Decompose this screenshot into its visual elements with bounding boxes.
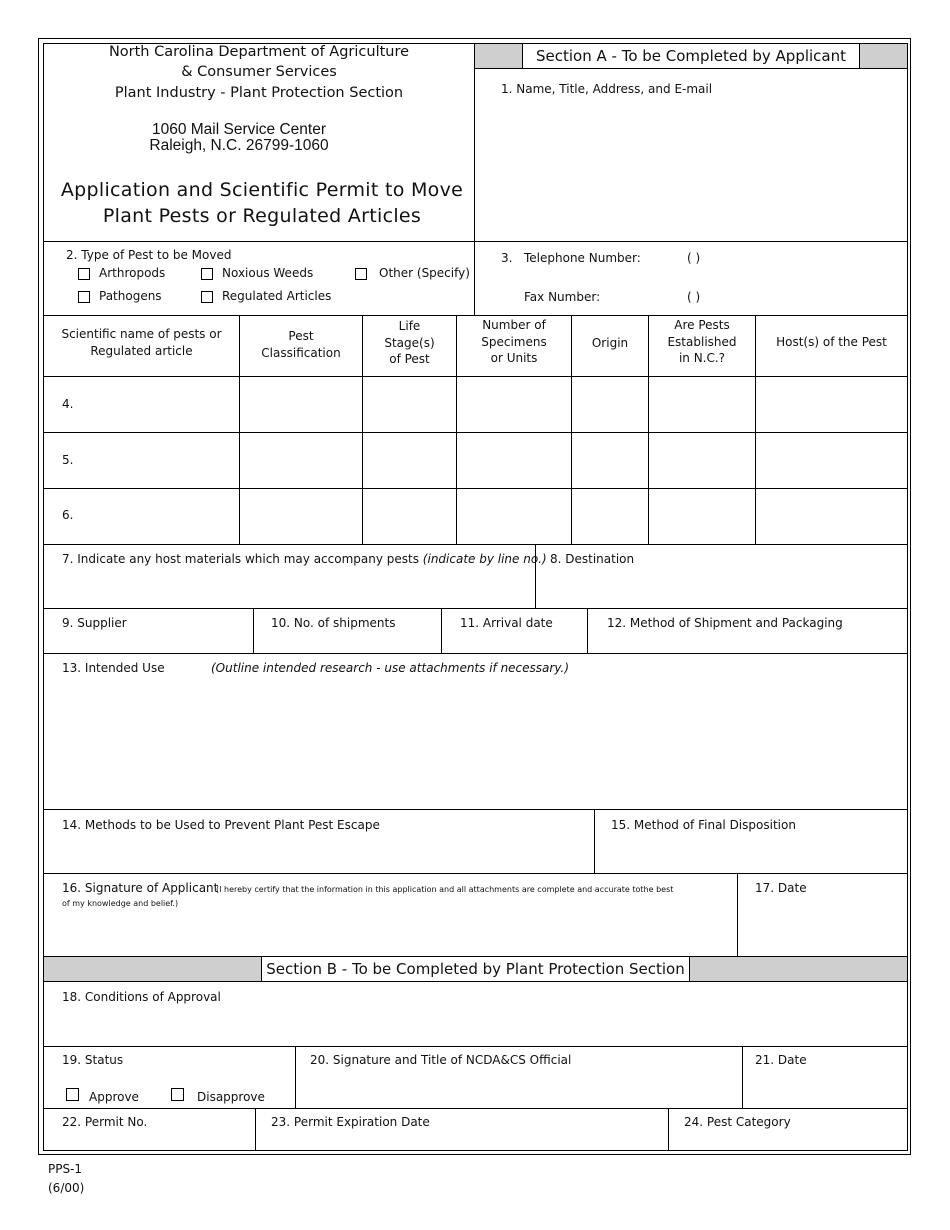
checkbox-arthropods[interactable] — [78, 268, 90, 280]
field-7-text: 7. Indicate any host materials which may accompany pests — [62, 552, 423, 566]
table-row-number: 5. — [62, 453, 74, 467]
row7-bottom-line — [43, 608, 908, 609]
telephone-area-code[interactable]: ( ) — [687, 251, 701, 265]
field-12-label: 12. Method of Shipment and Packaging — [607, 616, 843, 630]
telephone-label: Telephone Number: — [524, 251, 641, 265]
agency-name-line2: & Consumer Services — [181, 64, 337, 80]
table-row-number: 6. — [62, 508, 74, 522]
field-23-label: 23. Permit Expiration Date — [271, 1115, 430, 1129]
address-line1: 1060 Mail Service Center — [151, 121, 327, 138]
certification-line1: (I hereby certify that the information in this application and all attachments are complete and accurate tothe best — [216, 885, 674, 894]
col-header-life-stage: Life Stage(s) of Pest — [384, 319, 435, 366]
field-13-label: 13. Intended Use — [62, 661, 165, 675]
col-header-hosts: Host(s) of the Pest — [776, 335, 887, 349]
certification-line2: of my knowledge and belief.) — [62, 899, 179, 908]
line-below-header — [43, 241, 908, 242]
checkbox-approve[interactable] — [66, 1088, 79, 1101]
row18-bottom-line — [43, 1046, 908, 1047]
checkbox-other[interactable] — [355, 268, 367, 280]
field-24-label: 24. Pest Category — [684, 1115, 791, 1129]
row16-divider — [737, 873, 738, 956]
table-row-line — [43, 432, 908, 433]
field-15-label: 15. Method of Final Disposition — [611, 818, 796, 832]
option-other-label: Other (Specify) — [379, 266, 470, 280]
table-top-line — [43, 315, 908, 316]
row14-divider — [594, 809, 595, 873]
section-a-label: Section A - To be Completed by Applicant — [536, 47, 846, 65]
field-7-label — [62, 552, 547, 566]
field-7-note: (indicate by line no.) — [422, 552, 547, 566]
field-20-label: 20. Signature and Title of NCDA&CS Official — [310, 1053, 572, 1067]
field-3-number: 3. — [501, 251, 513, 265]
field-9-label: 9. Supplier — [62, 616, 127, 630]
form-id: PPS-1 — [48, 1162, 83, 1176]
fax-label: Fax Number: — [524, 290, 601, 304]
agency-name-line1: North Carolina Department of Agriculture — [108, 44, 410, 60]
field-18-label: 18. Conditions of Approval — [62, 990, 221, 1004]
field-2-label: 2. Type of Pest to be Moved — [66, 248, 232, 262]
col-header-origin: Origin — [591, 336, 629, 350]
row14-bottom-line — [43, 873, 908, 874]
checkbox-regulated-articles[interactable] — [201, 291, 213, 303]
field-10-label: 10. No. of shipments — [271, 616, 396, 630]
agency-section-name: Plant Industry - Plant Protection Section — [114, 85, 404, 101]
form-revision: (6/00) — [48, 1181, 85, 1195]
checkbox-pathogens[interactable] — [78, 291, 90, 303]
col-header-pest-classification: Pest Classification — [261, 329, 341, 360]
col-header-established: Are Pests Established in N.C.? — [667, 318, 737, 365]
option-noxious-weeds-label: Noxious Weeds — [222, 266, 314, 280]
table-row-line — [43, 488, 908, 489]
field-8-label: 8. Destination — [550, 552, 635, 566]
col-header-scientific-name: Scientific name of pests or Regulated article — [61, 327, 222, 358]
col-header-number-of-specimens: Number of Specimens or Units — [481, 318, 547, 365]
checkbox-noxious-weeds[interactable] — [201, 268, 213, 280]
address-line2: Raleigh, N.C. 26799-1060 — [149, 137, 329, 154]
option-regulated-articles-label: Regulated Articles — [222, 289, 332, 303]
section-b-label: Section B - To be Completed by Plant Protection Section — [266, 960, 685, 978]
row9-divider — [441, 608, 442, 653]
field-13-note: (Outline intended research - use attachments if necessary.) — [211, 661, 569, 675]
checkbox-disapprove[interactable] — [171, 1088, 184, 1101]
table-row-number: 4. — [62, 397, 74, 411]
field-1-label: 1. Name, Title, Address, and E-mail — [501, 82, 713, 96]
field-17-label: 17. Date — [755, 881, 807, 895]
disapprove-label: Disapprove — [197, 1090, 265, 1104]
option-pathogens-label: Pathogens — [99, 289, 162, 303]
field-22-label: 22. Permit No. — [62, 1115, 148, 1129]
row13-bottom-line — [43, 809, 908, 810]
fax-area-code[interactable]: ( ) — [687, 290, 701, 304]
row9-bottom-line — [43, 653, 908, 654]
inner-bottom-border — [43, 1150, 908, 1151]
row9-divider — [253, 608, 254, 653]
field-11-label: 11. Arrival date — [460, 616, 553, 630]
field-19-label: 19. Status — [62, 1053, 124, 1067]
table-header-bottom — [43, 376, 908, 377]
table-bottom-line — [43, 544, 908, 545]
approve-label: Approve — [89, 1090, 139, 1104]
field-14-label: 14. Methods to be Used to Prevent Plant Pest Escape — [62, 818, 380, 832]
row19-divider — [742, 1046, 743, 1108]
form-title-line2: Plant Pests or Regulated Articles — [102, 205, 422, 227]
row22-divider — [255, 1108, 256, 1150]
row19-divider — [295, 1046, 296, 1108]
field-21-label: 21. Date — [755, 1053, 807, 1067]
row19-bottom-line — [43, 1108, 908, 1109]
option-arthropods-label: Arthropods — [99, 266, 166, 280]
field-16-label: 16. Signature of Applicant — [62, 881, 219, 895]
inner-right-border — [907, 43, 908, 1150]
form-title-line1: Application and Scientific Permit to Move — [60, 179, 464, 201]
row22-divider — [668, 1108, 669, 1150]
name-address-field[interactable] — [476, 98, 906, 240]
row9-divider — [587, 608, 588, 653]
